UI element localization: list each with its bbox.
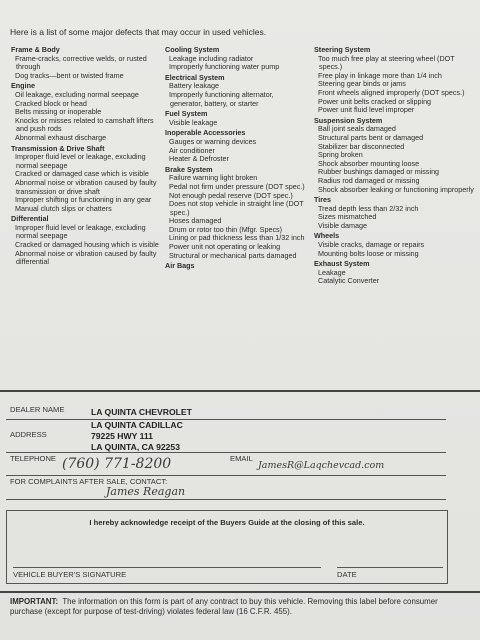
defect-item: Improper fluid level or leakage, excluding normal seepage <box>15 152 146 170</box>
address-line2: LA QUINTA, CA 92253 <box>91 442 180 452</box>
defect-item: Steering gear binds or jams <box>318 79 406 89</box>
complaints-value: James Reagan <box>106 485 186 498</box>
defect-item: Frame-cracks, corrective welds, or rusted through <box>15 53 147 72</box>
defect-item: Free play in linkage more than 1/4 inch <box>318 70 442 80</box>
defect-item: Drum or rotor too thin (Mfgr. Specs) <box>169 224 283 234</box>
defect-item: Leakage including radiator <box>169 53 254 63</box>
defect-item: Sizes mismatched <box>318 212 377 222</box>
defect-item: Dog tracks—bent or twisted frame <box>15 70 124 80</box>
defect-item: Stabilizer bar disconnected <box>318 141 405 151</box>
defect-item: Cracked or damaged case which is visible <box>15 169 149 179</box>
defect-item: Gauges or warning devices <box>169 136 257 146</box>
section-heading-air-bags: Air Bags <box>165 261 195 271</box>
defect-item: Structural or mechanical parts damaged <box>169 250 297 260</box>
acknowledgement-box <box>6 510 448 584</box>
defect-item: Air conditioner <box>169 145 215 155</box>
signature-line[interactable] <box>13 567 321 568</box>
section-heading-tires: Tires <box>314 195 332 205</box>
defect-item: Lining or pad thickness less than 1/32 inch <box>169 233 305 243</box>
defect-item: Abnormal noise or vibration caused by faulty differential <box>15 248 157 267</box>
defect-item: Rubber bushings damaged or missing <box>318 167 440 177</box>
defect-item: Improperly functioning water pump <box>169 62 280 72</box>
telephone-value: (760) 771-8200 <box>62 456 172 472</box>
important-label: IMPORTANT: <box>10 597 59 606</box>
defect-item: Heater & Defroster <box>169 154 229 164</box>
defect-item: Too much free play at steering wheel (DOT specs.) <box>318 53 455 72</box>
section-heading-wheels: Wheels <box>314 231 340 241</box>
dealer-name-line2: LA QUINTA CADILLAC <box>91 420 183 430</box>
defect-item: Visible leakage <box>169 117 218 127</box>
address-line1: 79225 HWY 111 <box>91 431 153 441</box>
important-notice <box>10 597 470 617</box>
defect-item: Shock absorber leaking or functioning improperly <box>318 184 474 194</box>
footer-rule <box>0 591 480 593</box>
defect-item: Abnormal exhaust discharge <box>15 132 107 142</box>
defect-item: Spring broken <box>318 150 363 160</box>
defects-column-1 <box>11 46 159 267</box>
section-heading-inoperable-accessories: Inoperable Accessories <box>165 128 246 138</box>
section-heading-fuel-system: Fuel System <box>165 109 208 119</box>
defect-item: Abnormal noise or vibration caused by faulty transmission or drive shaft <box>15 177 157 196</box>
defect-item: Power unit fluid level improper <box>318 105 415 115</box>
important-text: The information on this form is part of any contract to buy this vehicle. Removing this label before consumer purchase (except for purpose of test-driving) violates federal law (16 C.F.R. 455). <box>10 597 438 616</box>
defect-item: Belts missing or inoperable <box>15 107 102 117</box>
defect-item: Hoses damaged <box>169 216 222 226</box>
defect-item: Improper shifting or functioning in any gear <box>15 195 152 205</box>
section-heading-transmission-drive-shaft: Transmission & Drive Shaft <box>11 143 105 153</box>
defect-item: Failure warning light broken <box>169 173 258 183</box>
section-heading-electrical-system: Electrical System <box>165 72 225 82</box>
defect-item: Front wheels aligned improperly (DOT specs.) <box>318 87 465 97</box>
defects-column-3 <box>314 46 474 286</box>
defect-item: Visible cracks, damage or repairs <box>318 240 425 250</box>
defect-item: Radius rod damaged or missing <box>318 175 420 185</box>
defect-item: Manual clutch slips or chatters <box>15 203 112 213</box>
email-label: EMAIL <box>230 454 253 463</box>
intro-text: Here is a list of some major defects that may occur in used vehicles. <box>10 27 267 37</box>
section-heading-brake-system: Brake System <box>165 164 213 174</box>
defect-item: Power unit not operating or leaking <box>169 242 281 252</box>
complaints-label: FOR COMPLAINTS AFTER SALE, CONTACT: <box>10 477 168 486</box>
defect-item: Ball joint seals damaged <box>318 124 396 134</box>
signature-label: VEHICLE BUYER'S SIGNATURE <box>13 570 127 579</box>
defects-column-2 <box>165 46 307 271</box>
address-rule <box>6 452 446 453</box>
defect-item: Cracked or damaged housing which is visible <box>15 240 159 250</box>
defect-item: Pedal not firm under pressure (DOT spec.) <box>169 181 305 191</box>
defect-item: Does not stop vehicle in straight line (DOT spec.) <box>169 199 304 217</box>
date-line[interactable] <box>337 567 443 568</box>
defect-item: Battery leakage <box>169 81 219 91</box>
date-label: DATE <box>337 570 357 579</box>
section-heading-cooling-system: Cooling System <box>165 45 220 54</box>
defect-item: Catalytic Converter <box>318 276 380 286</box>
defect-item: Leakage <box>318 267 346 277</box>
section-heading-steering-system: Steering System <box>314 45 371 54</box>
defect-item: Visible damage <box>318 220 368 230</box>
section-heading-suspension-system: Suspension System <box>314 115 383 125</box>
defect-item: Not enough pedal reserve (DOT spec.) <box>169 190 293 200</box>
dealer-name-line1: LA QUINTA CHEVROLET <box>91 407 192 417</box>
defect-item: Tread depth less than 2/32 inch <box>318 203 419 213</box>
defect-item: Power unit belts cracked or slipping <box>318 96 432 106</box>
dealer-name-label: DEALER NAME <box>10 405 65 414</box>
defect-item: Shock absorber mounting loose <box>318 158 420 168</box>
section-heading-frame-body: Frame & Body <box>11 45 60 54</box>
section-heading-engine: Engine <box>11 81 35 91</box>
telephone-label: TELEPHONE <box>10 454 56 463</box>
complaints-rule <box>6 499 446 500</box>
defect-item: Oil leakage, excluding normal seepage <box>15 89 139 99</box>
defect-item: Structural parts bent or damaged <box>318 132 424 142</box>
email-value: JamesR@Laqchevcad.com <box>258 460 385 471</box>
defect-item: Improperly functioning alternator, generator, battery, or starter <box>169 89 274 108</box>
section-heading-exhaust-system: Exhaust System <box>314 259 370 269</box>
defect-item: Mounting bolts loose or missing <box>318 248 419 258</box>
defect-item: Cracked block or head <box>15 98 87 108</box>
dealer-name-rule <box>6 419 446 420</box>
dealer-top-rule <box>0 390 480 392</box>
acknowledgement-text: I hereby acknowledge receipt of the Buyers Guide at the closing of this sale. <box>89 518 365 527</box>
address-label: ADDRESS <box>10 430 47 439</box>
telephone-rule <box>6 475 446 476</box>
section-heading-differential: Differential <box>11 214 49 224</box>
defect-item: Improper fluid level or leakage, excluding normal seepage <box>15 222 146 241</box>
defect-item: Knocks or misses related to camshaft lifters and push rods <box>15 115 154 134</box>
